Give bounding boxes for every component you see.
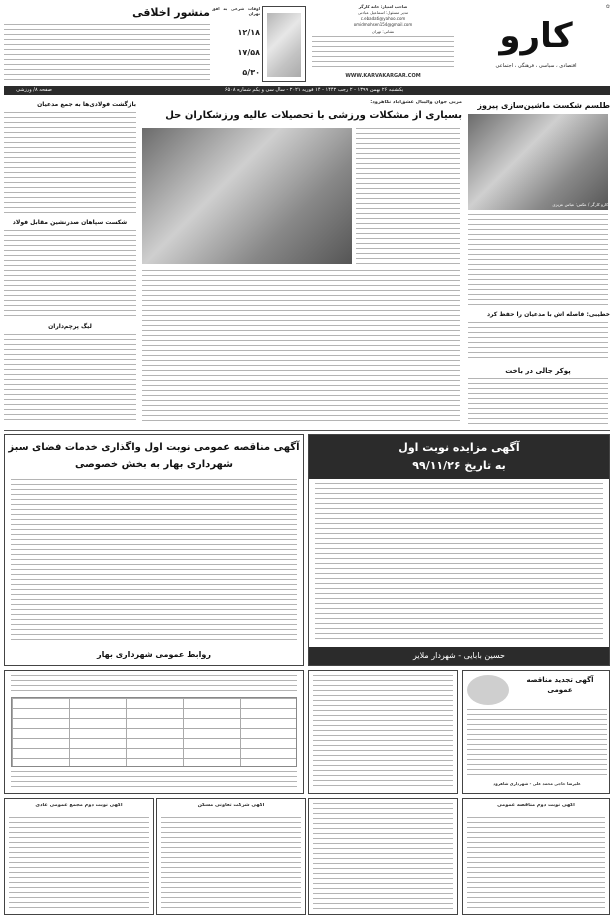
date-line: یکشنبه ۲۶ بهمن ۱۳۹۹ - ۲ رجب ۱۴۴۲ - ۱۴ فوریه ۲۰۲۱ - سال سی و یکم شماره ۶۵۰۸ — [224, 87, 404, 93]
tender-1-text — [11, 479, 297, 643]
address-label: نشانی: تهران — [371, 29, 395, 34]
table-ad — [4, 670, 304, 794]
table-grid — [11, 697, 297, 767]
auction-date: به تاریخ ۹۹/۱۱/۲۶ — [412, 459, 506, 472]
small-ad-4-text — [467, 817, 605, 911]
small-ad-2-text — [161, 817, 301, 911]
mosque-graphic — [262, 6, 306, 82]
tender-1-title: آگهی مناقصه عمومی نوبت اول واگذاری خدمات فضای سبز شهرداری بهار به بخش خصوصی — [8, 442, 300, 470]
football-photo — [468, 114, 608, 210]
auction-text — [315, 483, 603, 641]
publisher-line: صاحب امتیاز: خانه کارگر — [358, 4, 408, 9]
right-item-2: پوکر جالی در باخت — [505, 367, 571, 375]
main-kicker: مربی جوان والیبال عشق‌آباد نکاهرود: — [370, 100, 462, 105]
mosque-icon — [267, 13, 301, 77]
left-item-3-text — [4, 334, 136, 424]
moral-charter — [4, 6, 210, 82]
small-ad-2 — [156, 798, 306, 915]
table-ad-footer — [11, 771, 297, 791]
small-ad-1-text — [9, 817, 149, 911]
left-item-3: لیگ پرچم‌داران — [48, 323, 92, 330]
auction-title: آگهی مزایده نوبت اول — [398, 441, 520, 454]
renew-tender-ad — [462, 670, 610, 794]
auction-footer: حسین بابایی - شهردار ملایر — [309, 647, 609, 665]
side-story-text — [468, 214, 608, 306]
left-item-2-text — [4, 230, 136, 318]
side-headline: طلسم شکست ماشین‌سازی پیروز — [477, 101, 610, 110]
tender-1-footer: روابط عمومی شهرداری بهار — [97, 650, 211, 659]
masthead-logo: کارو — [499, 16, 573, 56]
small-ad-4-title: آگهی نوبت دوم مناقصه عمومی — [497, 803, 575, 808]
masthead-subtitle: اقتصادی ، سیاسی ، فرهنگی ، اجتماعی — [495, 63, 577, 69]
main-headline: بسیاری از مشکلات ورزشی با تحصیلات عالیه ورزشکاران حل — [165, 110, 462, 121]
prayer-time-1: ۱۲/۱۸ — [237, 28, 260, 37]
left-item-1-text — [4, 112, 136, 214]
small-ad-middle — [308, 670, 458, 794]
prayer-times — [212, 6, 260, 82]
small-ad-1 — [4, 798, 154, 915]
manager-line: مدیر مسئول: اسماعیل عبادتی — [357, 10, 409, 15]
masthead-logo-block — [462, 4, 610, 82]
website-link[interactable]: WWW.KARVAKARGAR.COM — [345, 73, 421, 79]
main-intro-text — [356, 128, 460, 264]
right-column — [466, 98, 610, 426]
small-ad-3-text — [313, 803, 453, 911]
right-item-1: خطیبی: فاصله اش با مدعیان را حفظ کرد — [486, 311, 610, 318]
right-item-1-text — [468, 322, 608, 362]
emblem-icon: ✿ — [605, 4, 610, 10]
masthead-info-block — [308, 4, 458, 82]
left-column — [4, 98, 136, 426]
small-ad-2-title: آگهی شرکت تعاونی مسکن — [197, 803, 265, 808]
small-ad-3 — [308, 798, 458, 915]
page-label: صفحه ۸/ ورزشی — [16, 87, 52, 93]
small-ad-4 — [462, 798, 610, 915]
renew-footer: علیرضا حاجی محمد علی - شهرداری شاهرود — [493, 781, 581, 786]
date-bar — [4, 86, 610, 95]
left-item-1: بازگشت فولادی‌ها به جمع مدعیان — [37, 101, 136, 108]
right-item-2-text — [468, 378, 608, 424]
tender-ad-1 — [4, 434, 304, 666]
auction-ad — [308, 434, 610, 666]
masthead-contact-text — [312, 36, 454, 70]
prayer-time-3: ۵/۳۰ — [242, 68, 260, 77]
main-body-text — [142, 270, 460, 424]
photo-caption: کارو کارگر / عکس: عباس عزیزی — [552, 202, 608, 207]
table-ad-header — [11, 675, 297, 693]
auction-header — [309, 435, 609, 479]
left-item-2: شکست سپاهان صدرنشین مقابل فولاد — [12, 219, 128, 226]
renew-title: آگهی تجدید مناقصه عمومی — [526, 676, 594, 694]
prayer-title: اوقات شرعی به افق تهران — [212, 6, 260, 16]
small-ad-middle-text — [313, 675, 453, 789]
small-ad-1-title: آگهی نوبت دوم مجمع عمومی عادی — [35, 803, 123, 808]
main-story — [140, 98, 462, 426]
moral-title: منشور اخلاقی — [132, 6, 210, 19]
moral-text — [4, 24, 210, 80]
renew-badge — [467, 675, 509, 705]
main-photo — [142, 128, 352, 264]
renew-text — [467, 709, 607, 779]
email-2[interactable]: omidmohsen154@gmail.com — [353, 22, 413, 27]
prayer-time-2: ۱۷/۵۸ — [237, 48, 260, 57]
section-divider — [4, 430, 610, 431]
email-1[interactable]: c.ebadati@yahoo.com — [360, 16, 406, 21]
